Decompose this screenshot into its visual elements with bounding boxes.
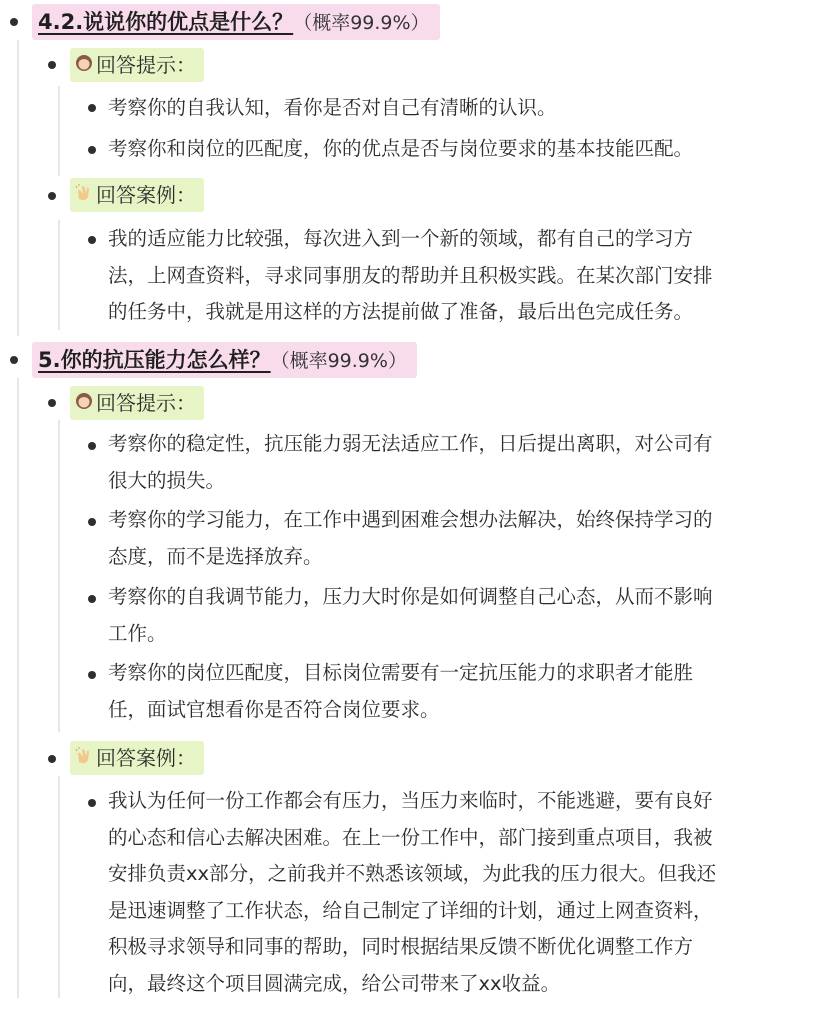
bullet — [88, 595, 96, 603]
list-item: 考察你的岗位匹配度，目标岗位需要有一定抗压能力的求职者才能胜 任，面试官想看你是否符合岗位要求。 — [108, 661, 694, 721]
bullet — [48, 755, 56, 763]
indent-guide — [58, 776, 60, 998]
bullet — [48, 192, 56, 200]
list-item: 考察你和岗位的匹配度，你的优点是否与岗位要求的基本技能匹配。 — [108, 137, 694, 160]
bullet — [88, 671, 96, 679]
list-item: 考察你的学习能力，在工作中遇到困难会想办法解决，始终保持学习的 态度，而不是选择放弃。 — [108, 508, 713, 568]
bullet — [88, 146, 96, 154]
hint-label — [70, 386, 204, 420]
example-label — [70, 178, 204, 212]
section-probability: （概率99.9%） — [270, 350, 407, 372]
example-label-text: 回答案例： — [96, 746, 196, 770]
list-item: 考察你的自我认知，看你是否对自己有清晰的认识。 — [108, 96, 557, 119]
example-label-text: 回答案例： — [96, 183, 196, 207]
indent-guide — [17, 40, 19, 336]
bullet — [48, 61, 56, 69]
bullet — [10, 356, 18, 364]
hint-label-text: 回答提示： — [96, 53, 196, 77]
clapping-hands-icon — [74, 741, 94, 775]
section-probability: （概率99.9%） — [293, 12, 430, 34]
example-label — [70, 741, 204, 775]
hint-label-text: 回答提示： — [96, 391, 196, 415]
section-heading — [32, 342, 417, 378]
list-item: 我的适应能力比较强，每次进入到一个新的领域，都有自己的学习方 法，上网查资料，寻求同事朋友的帮助并且积极实践。在某次部门安排 的任务中，我就是用这样的方法提前做了准备，最后出色完成任务。 — [108, 227, 713, 323]
bullet — [88, 799, 96, 807]
section-heading — [32, 4, 440, 40]
section-title: 4.2.说说你的优点是什么？ — [38, 10, 294, 34]
bullet — [88, 236, 96, 244]
bullet — [10, 18, 18, 26]
bullet — [48, 399, 56, 407]
bullet — [88, 518, 96, 526]
indent-guide — [17, 378, 19, 998]
list-item: 考察你的自我调节能力，压力大时你是如何调整自己心态，从而不影响 工作。 — [108, 585, 713, 645]
hint-label — [70, 48, 204, 82]
clapping-hands-icon — [74, 178, 94, 212]
woman-icon — [74, 386, 94, 420]
bullet — [88, 442, 96, 450]
bullet — [88, 104, 96, 112]
indent-guide — [58, 420, 60, 732]
list-item: 考察你的稳定性，抗压能力弱无法适应工作，日后提出离职，对公司有 很大的损失。 — [108, 432, 713, 492]
indent-guide — [58, 86, 60, 176]
section-title: 5.你的抗压能力怎么样？ — [38, 348, 271, 372]
list-item: 我认为任何一份工作都会有压力，当压力来临时，不能逃避，要有良好 的心态和信心去解决困难。在上一份工作中，部门接到重点项目，我被 安排负责xx部分，之前我并不熟悉该领域，为此我的压力很大。但我还 是迅速调整了工作状态，给自己制定了详细的计划，通过上网查资料， 积极寻求领导和同事的帮助，同时根据结果反馈不断优化调整工作方 向，最终这个项目圆满完成，给公司带来了xx收益。 — [108, 789, 717, 995]
woman-icon — [74, 48, 94, 82]
indent-guide — [58, 220, 60, 330]
